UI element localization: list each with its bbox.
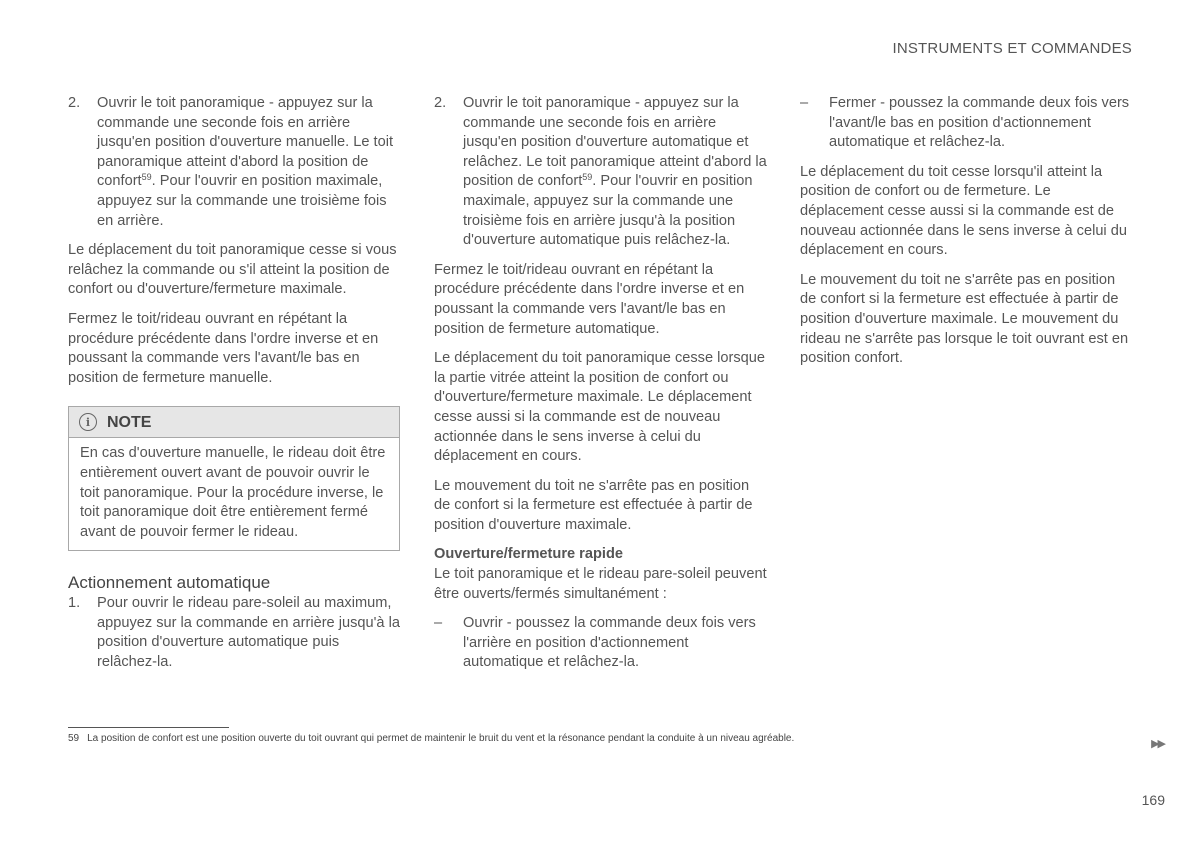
dash-bullet: – [434, 615, 443, 632]
step-number: 2. [434, 95, 447, 111]
section-header: INSTRUMENTS ET COMMANDES [892, 40, 1132, 57]
note-header [69, 407, 399, 438]
step-text: Ouvrir le toit panoramique - appuyez sur la commande une seconde fois en arrière jusqu'en position d'ouverture manuelle. Le toit panoramique atteint d'abord la position de confort [97, 95, 394, 190]
column-3 [800, 94, 1132, 379]
step-text-cont: . Pour l'ouvrir en position maximale, appuyez sur la commande une troisième fois en arrière. [97, 173, 387, 229]
page-number: 169 [1141, 792, 1165, 808]
column-2 [434, 94, 768, 683]
footnote-number: 59 [68, 733, 80, 744]
note-title: NOTE [107, 413, 152, 431]
paragraph: Fermez le toit/rideau ouvrant en répétant la procédure précédente dans l'ordre inverse et en poussant la commande vers l'avant/le bas en position de fermeture automatique. [434, 261, 745, 337]
step-text: Pour ouvrir le rideau pare-soleil au maximum, appuyez sur la commande en arrière jusqu'à la position d'ouverture automatique puis relâchez-la. [97, 595, 400, 671]
paragraph: Le mouvement du toit ne s'arrête pas en position de confort si la fermeture est effectuée à partir de position d'ouverture maximale. [434, 477, 753, 533]
step-number: 1. [68, 595, 81, 612]
step-number: 2. [68, 95, 81, 111]
footnote-divider [68, 727, 229, 728]
step-text: Ouvrir le toit panoramique - appuyez sur la commande une seconde fois en arrière jusqu'en position d'ouverture automatique et relâchez. Le toit panoramique atteint d'abord la position de confort [463, 95, 767, 190]
footnote [68, 733, 794, 744]
column-1 [68, 94, 400, 683]
footnote-ref[interactable]: 59 [141, 172, 152, 183]
subheading: Ouverture/fermeture rapide [434, 546, 623, 563]
info-icon: i [79, 413, 97, 431]
footnote-ref[interactable]: 59 [582, 172, 593, 183]
list-item-step-2 [68, 94, 400, 231]
paragraph: Le toit panoramique et le rideau pare-soleil peuvent être ouverts/fermés simultanément : [434, 566, 767, 602]
paragraph: Fermez le toit/rideau ouvrant en répétant la procédure précédente dans l'ordre inverse et en poussant la commande vers l'avant/le bas en position de fermeture manuelle. [68, 310, 379, 386]
dash-bullet: – [800, 95, 809, 111]
note-box [68, 406, 400, 551]
paragraph: Le déplacement du toit cesse lorsqu'il atteint la position de confort ou de fermeture. Le déplacement cesse aussi si la commande est de nouveau actionnée dans le sens inverse à celui du déplacement en cours. [800, 163, 1127, 259]
footnote-text: La position de confort est une position ouverte du toit ouvrant qui permet de maintenir le bruit du vent et la résonance pendant la conduite à un niveau agréable. [87, 733, 795, 744]
paragraph: Le mouvement du toit ne s'arrête pas en position de confort si la fermeture est effectuée à partir de position d'ouverture maximale. Le mouvement du rideau ne s'arrête pas lorsque le toit ouvrant est en position confort. [800, 271, 1129, 367]
list-item-step-2 [434, 94, 768, 251]
step-text-cont: . Pour l'ouvrir en position maximale, appuyez sur la commande une troisième fois en arrière jusqu'à la position d'ouverture automatique puis relâchez-la. [463, 173, 753, 249]
list-item-step-1 [68, 594, 400, 672]
dash-list-item [434, 614, 768, 673]
dash-item-text: Ouvrir - poussez la commande deux fois vers l'arrière en position d'actionnement automatique et relâchez-la. [463, 615, 756, 671]
dash-list-item [800, 94, 1132, 153]
section-title: Actionnement automatique [68, 573, 271, 593]
note-body: En cas d'ouverture manuelle, le rideau doit être entièrement ouvert avant de pouvoir ouvrir le toit panoramique. Pour la procédure inverse, le toit panoramique doit être entièrement fermé avant de pouvoir fermer le rideau. [80, 445, 386, 540]
next-page-icon[interactable]: ▶▶ [1151, 738, 1164, 750]
dash-item-text: Fermer - poussez la commande deux fois vers l'avant/le bas en position d'actionnement automatique et relâchez-la. [829, 95, 1130, 151]
paragraph: Le déplacement du toit panoramique cesse lorsque la partie vitrée atteint la position de confort ou d'ouverture/fermeture maximale. Le déplacement cesse aussi si la commande est de nouveau actionnée dans le sens inverse à celui du déplacement en cours. [434, 350, 766, 465]
paragraph: Le déplacement du toit panoramique cesse si vous relâchez la commande ou s'il atteint la position de confort ou d'ouverture/fermeture maximale. [68, 242, 397, 298]
